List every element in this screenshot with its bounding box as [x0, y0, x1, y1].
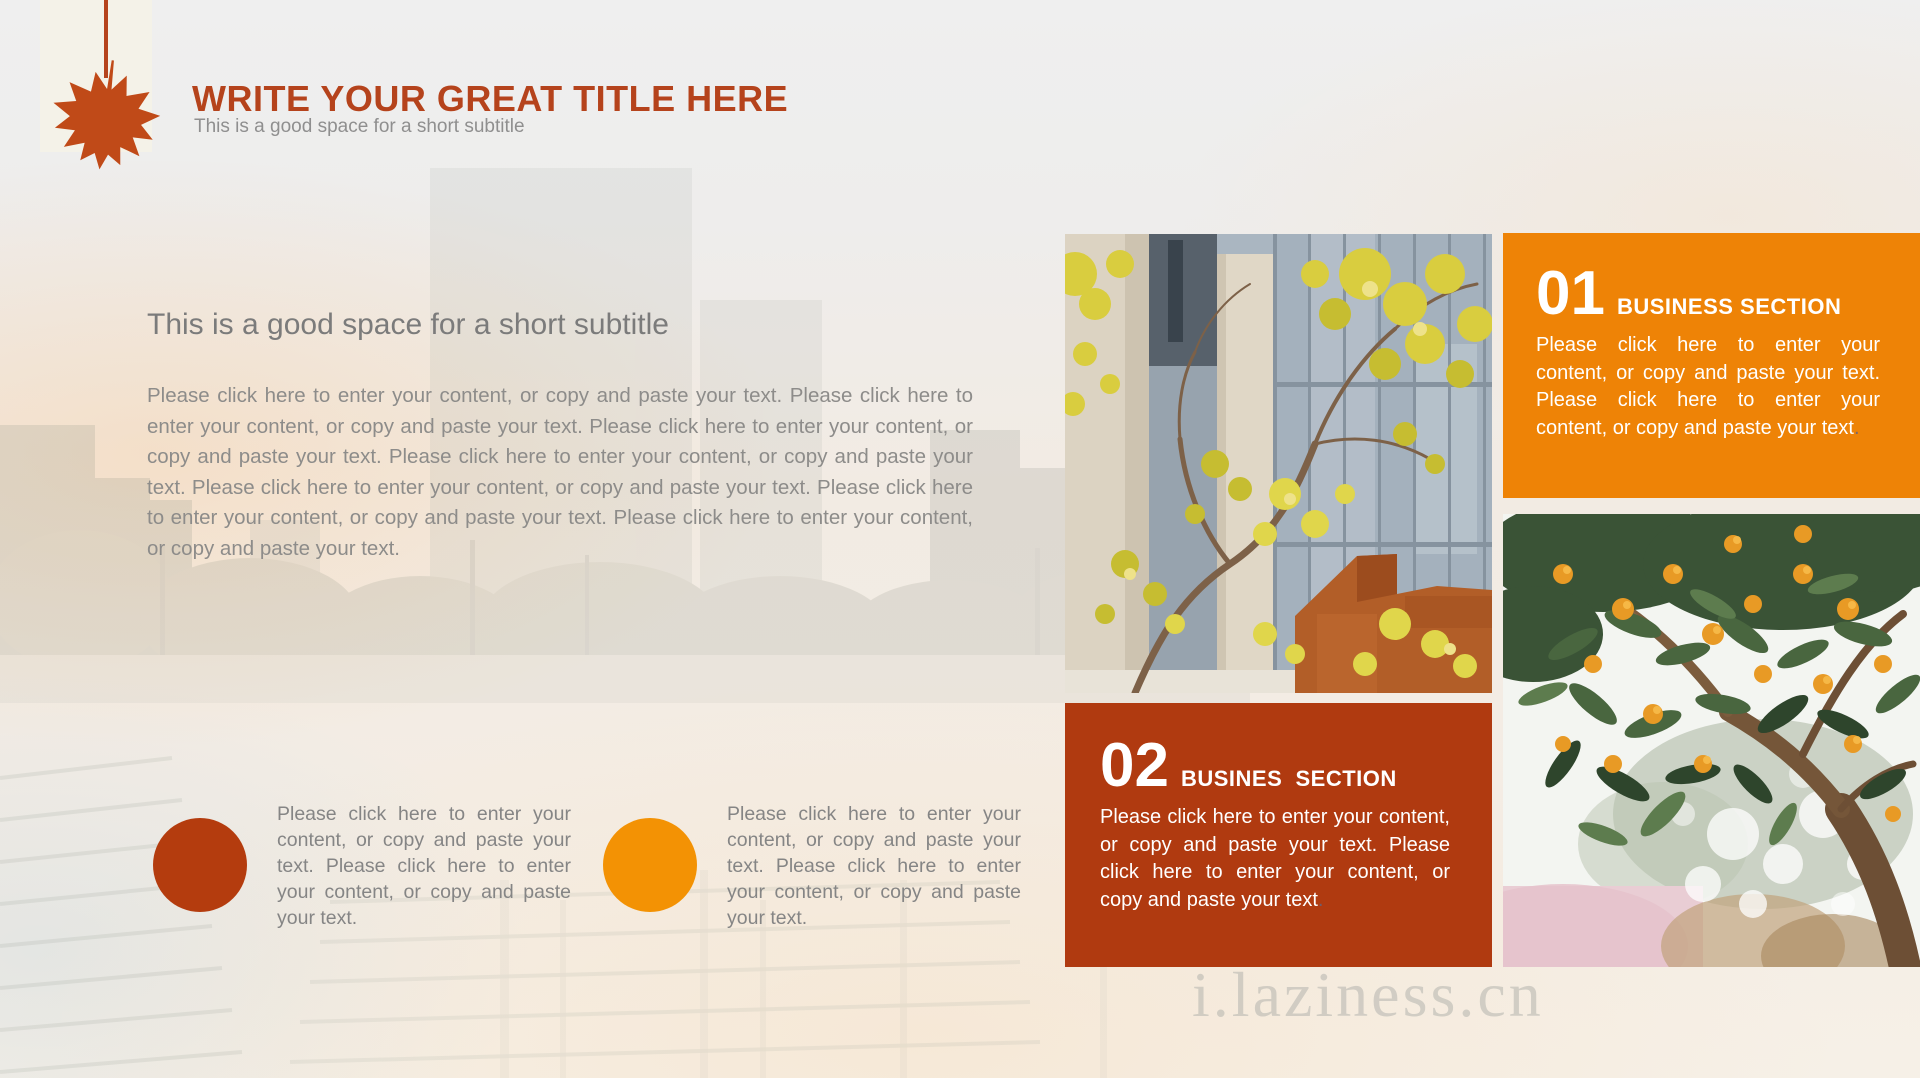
section-number: 01: [1536, 259, 1605, 328]
section-body: Please click here to enter your content, or copy and paste your text. Please click here to enter your content, or copy and paste your text.: [1536, 334, 1880, 439]
bullet-dot-dark-red: [153, 818, 247, 912]
section-body-period: .: [1853, 416, 1860, 439]
section-number: 02: [1100, 731, 1169, 800]
section-body: Please click here to enter your content, or copy and paste your text. Please click here to enter your content, or copy and paste your text.: [1100, 806, 1450, 911]
watermark: i.laziness.cn: [1192, 959, 1544, 1030]
bullet-text-1: Please click here to enter your content, or copy and paste your text. Please click here to enter your content, or copy and paste your text.: [277, 803, 571, 929]
page-title: WRITE YOUR GREAT TITLE HERE: [192, 78, 789, 119]
bullet-text-2: Please click here to enter your content, or copy and paste your text. Please click here to enter your content, or copy and paste your text.: [727, 803, 1021, 929]
section-label: BUSINESS SECTION: [1616, 294, 1842, 319]
body-paragraph: Please click here to enter your content, or copy and paste your text. Please click here to enter your content, or copy and paste your text. Please click here to enter your content, or copy and paste your text. Please click here to enter your content, or copy and paste your text. Please click here to enter your content, or copy and paste your text. Please click here to enter your content, or copy and paste your text. Please click here to enter your content, or copy and paste your text.: [147, 384, 973, 560]
photo-ginkgo-building: [1065, 234, 1492, 693]
section-heading: This is a good space for a short subtitle: [147, 308, 669, 341]
page-subtitle: This is a good space for a short subtitle: [194, 116, 525, 137]
section-body-period: .: [1317, 888, 1324, 911]
maple-leaf-icon: [48, 60, 164, 172]
section-card-02: [1065, 703, 1492, 967]
bullet-dot-orange: [603, 818, 697, 912]
photo-osmanthus-flowers: [1503, 514, 1920, 967]
section-card-01: [1503, 233, 1920, 498]
section-label: BUSINES SECTION: [1180, 766, 1397, 791]
